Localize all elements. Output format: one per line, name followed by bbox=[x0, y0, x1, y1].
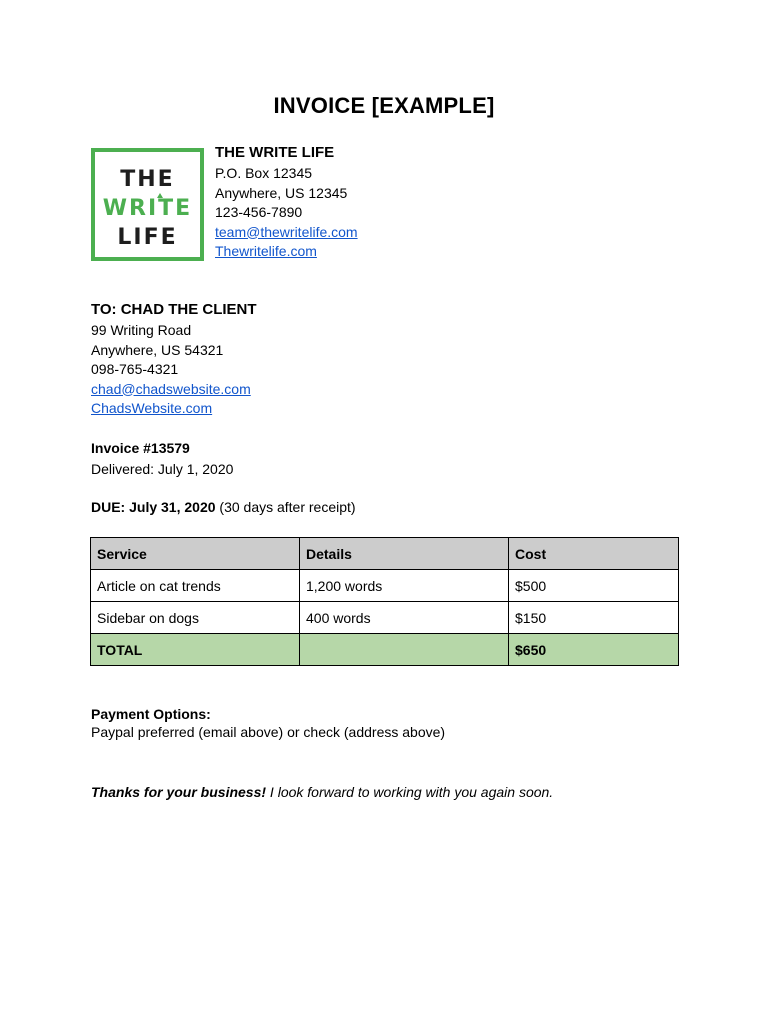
payment-text: Paypal preferred (email above) or check (address above) bbox=[91, 724, 446, 740]
sender-phone: 123-456-7890 bbox=[215, 204, 303, 220]
client-block bbox=[91, 301, 257, 419]
header-cost: Cost bbox=[509, 538, 679, 570]
sender-address-line1: P.O. Box 12345 bbox=[215, 165, 313, 181]
company-logo bbox=[91, 148, 204, 261]
logo-word-life: LIFE bbox=[117, 225, 178, 250]
closing-bold: Thanks for your business! bbox=[91, 784, 267, 800]
delivered-date: Delivered: July 1, 2020 bbox=[91, 461, 234, 477]
cell-service: Article on cat trends bbox=[91, 570, 300, 602]
client-name: TO: CHAD THE CLIENT bbox=[91, 301, 257, 318]
invoice-meta bbox=[91, 439, 233, 480]
header-details: Details bbox=[300, 538, 509, 570]
cell-service: Sidebar on dogs bbox=[91, 602, 300, 634]
client-email-link[interactable]: chad@chadswebsite.com bbox=[91, 380, 251, 397]
client-address-line1: 99 Writing Road bbox=[91, 322, 192, 338]
payment-options bbox=[91, 706, 445, 743]
total-cost: $650 bbox=[509, 634, 679, 666]
page-title: INVOICE [EXAMPLE] bbox=[273, 93, 495, 118]
logo-word-the: THE bbox=[120, 167, 175, 192]
logo-word-write: WRITE bbox=[102, 196, 193, 221]
table-row bbox=[91, 602, 679, 634]
total-details bbox=[300, 634, 509, 666]
header-service: Service bbox=[91, 538, 300, 570]
sender-block bbox=[215, 144, 358, 262]
sender-email-link[interactable]: team@thewritelife.com bbox=[215, 223, 358, 240]
table-row bbox=[91, 570, 679, 602]
closing-note bbox=[91, 783, 553, 802]
payment-heading: Payment Options: bbox=[91, 706, 211, 722]
sender-name: THE WRITE LIFE bbox=[215, 144, 335, 161]
client-phone: 098-765-4321 bbox=[91, 361, 179, 377]
cell-cost: $500 bbox=[509, 570, 679, 602]
sender-website-link[interactable]: Thewritelife.com bbox=[215, 243, 317, 259]
invoice-number: Invoice #13579 bbox=[91, 440, 190, 456]
cell-cost: $150 bbox=[509, 602, 679, 634]
client-address-line2: Anywhere, US 54321 bbox=[91, 341, 224, 358]
due-date-line bbox=[91, 498, 356, 517]
client-website-link[interactable]: ChadsWebsite.com bbox=[91, 400, 213, 416]
due-date: DUE: July 31, 2020 bbox=[91, 499, 216, 515]
closing-text: I look forward to working with you again soon. bbox=[266, 784, 554, 800]
total-label: TOTAL bbox=[91, 634, 300, 666]
sender-address-line2: Anywhere, US 12345 bbox=[215, 184, 348, 201]
due-note: (30 days after receipt) bbox=[215, 499, 356, 515]
table-header-row bbox=[91, 538, 679, 570]
invoice-items-table bbox=[90, 537, 679, 666]
table-total-row bbox=[91, 634, 679, 666]
cell-details: 400 words bbox=[300, 602, 509, 634]
cell-details: 1,200 words bbox=[300, 570, 509, 602]
